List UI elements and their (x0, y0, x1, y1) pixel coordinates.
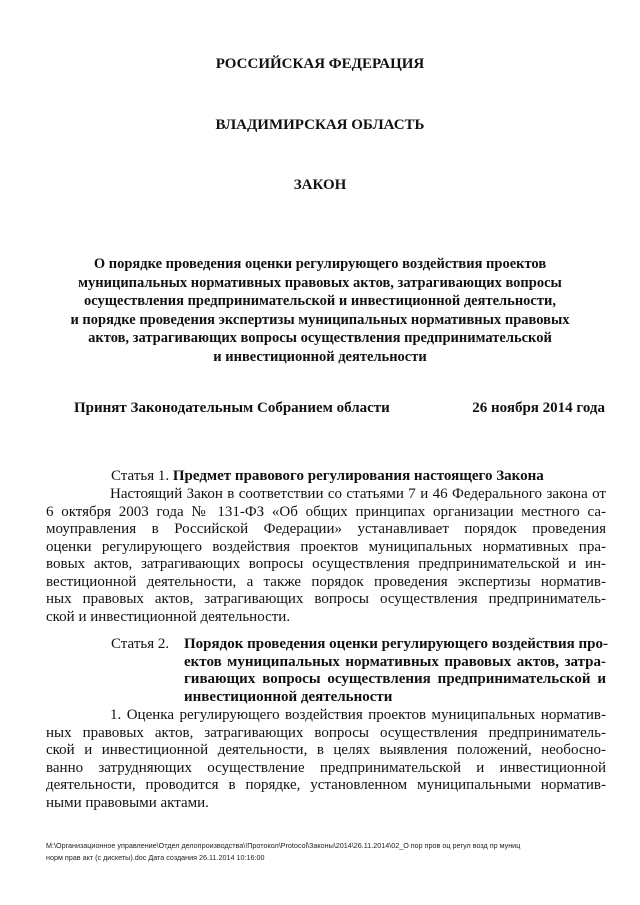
article1-heading (111, 468, 544, 485)
article1-label: Статья 1. (111, 468, 170, 484)
law-title-line: осуществления предпринимательской и инвестиционной деятельности, (84, 293, 556, 309)
paragraph-line: деятельности, проводится в порядке, установленном муниципальными норматив- (46, 777, 606, 793)
file-path-footer (46, 840, 606, 864)
article1-title: Предмет правового регулирования настоящего Закона (172, 468, 544, 484)
country-heading: РОССИЙСКАЯ ФЕДЕРАЦИЯ (215, 56, 425, 72)
region-heading: ВЛАДИМИРСКАЯ ОБЛАСТЬ (215, 117, 425, 133)
law-title-line: и порядке проведения экспертизы муниципальных нормативных правовых (70, 311, 570, 328)
paragraph-line: ской и инвестиционной деятельности. (46, 608, 291, 625)
law-title (60, 255, 580, 366)
paragraph-line: ными правовыми актами. (46, 794, 209, 811)
footer-line: М:\Организационное управление\Отдел делопроизводства\!Протокол\Protocol\Законы\2014\26.11.2014\02_О пор пров оц регул возд пр муниц (46, 841, 521, 850)
paragraph-line: ванно затрудняющих осуществление предпринимательской и инвестиционной (46, 759, 606, 776)
article2-label: Статья 2. (111, 636, 170, 652)
law-title-line: О порядке проведения оценки регулирующего воздействия проектов (93, 256, 547, 272)
article2-title-line: ектов муниципальных нормативных правовых актов, затра- (184, 653, 606, 670)
article1-body (46, 486, 606, 626)
paragraph-line: ных правовых актов, затрагивающих вопросы осуществления предприниматель- (46, 724, 606, 741)
paragraph-line: 1. Оценка регулирующего воздействия проектов муниципальных норматив- (110, 707, 606, 723)
adoption-date: 26 ноября 2014 года (472, 400, 605, 416)
paragraph-line: оценки регулирующего воздействия проектов муниципальных нормативных пра- (46, 538, 606, 555)
paragraph-line: 6 октября 2003 года № 131-ФЗ «Об общих принципах организации местного са- (46, 503, 606, 520)
adopted-by: Принят Законодательным Собранием области (74, 400, 390, 416)
article2-title-line: инвестиционной деятельности (184, 688, 393, 705)
paragraph-line: ской и инвестиционной деятельности, в целях выявления положений, необосно- (46, 742, 606, 758)
paragraph-line: моуправления в Российской Федерации» устанавливает порядок проведения (46, 521, 606, 537)
document-type-heading: ЗАКОН (293, 177, 347, 193)
law-title-line: и инвестиционной деятельности (213, 348, 427, 365)
footer-line: норм прав акт (с дискеты).doc Дата создания 26.11.2014 10:16:00 (46, 853, 265, 862)
law-title-line: актов, затрагивающих вопросы осуществления предпринимательской (88, 330, 552, 346)
paragraph-line: ных правовых актов, затрагивающих вопросы осуществления предприниматель- (46, 591, 606, 607)
paragraph-line: Настоящий Закон в соответствии со статьями 7 и 46 Федерального закона от (110, 486, 606, 502)
paragraph-line: вестиционной деятельности, а также порядок проведения экспертизы норматив- (46, 573, 606, 590)
law-title-line: муниципальных нормативных правовых актов, затрагивающих вопросы (78, 274, 562, 291)
article2-title (184, 636, 609, 706)
article2-title-line: гивающих вопросы осуществления предпринимательской и (184, 671, 606, 687)
paragraph-line: вовых актов, затрагивающих вопросы осуществления предпринимательской и ин- (46, 556, 606, 572)
article2-title-line: Порядок проведения оценки регулирующего воздействия про- (184, 636, 609, 652)
article2-body (46, 707, 606, 812)
